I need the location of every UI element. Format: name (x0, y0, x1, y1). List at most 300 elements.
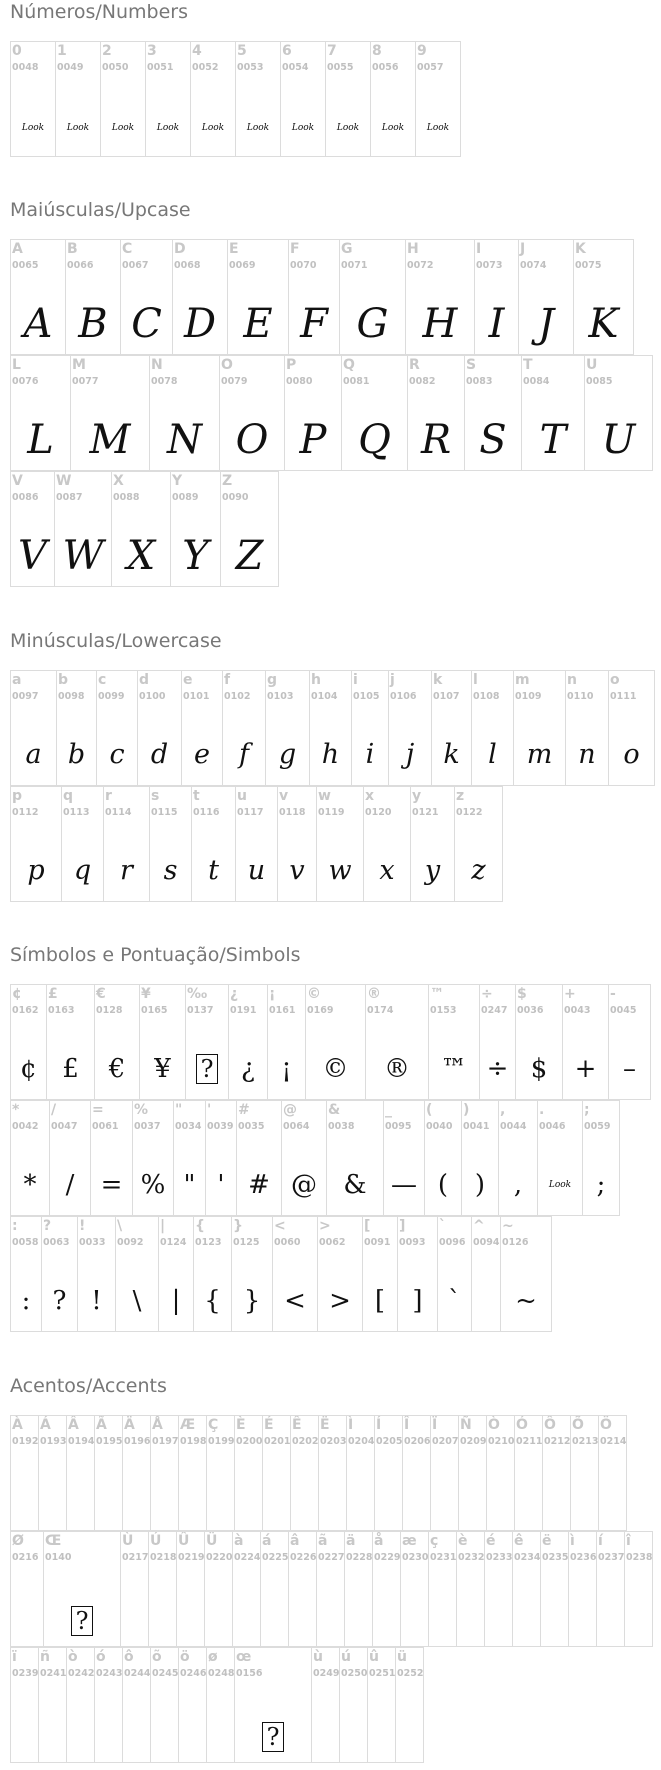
glyph-sample: % (140, 1170, 166, 1200)
glyph-code-label: 0140 (45, 1552, 72, 1563)
glyph-sample: – (623, 1054, 636, 1084)
glyph-cell (402, 1415, 431, 1531)
glyph-sample: d (150, 739, 169, 770)
glyph-code-label: 0207 (432, 1436, 459, 1447)
glyph-sample: | (171, 1286, 181, 1316)
glyph-sample: M (89, 417, 131, 463)
glyph-code-label: 0117 (237, 807, 264, 818)
glyph-code-label: 0096 (439, 1237, 466, 1248)
glyph-sample: X (126, 533, 156, 579)
glyph-code-label: 0194 (68, 1436, 95, 1447)
missing-glyph-box: ? (262, 1722, 285, 1752)
glyph-sample: # (248, 1170, 270, 1200)
glyph-char-label: A (12, 241, 23, 257)
glyph-sample: E (243, 301, 273, 347)
glyph-cell (397, 1216, 438, 1332)
glyph-cell (498, 1100, 538, 1216)
glyph-char-label: Ã (96, 1417, 107, 1433)
glyph-cell (10, 471, 55, 587)
glyph-code-label: 0251 (369, 1668, 396, 1679)
glyph-char-label: 2 (102, 43, 112, 59)
glyph-char-label: Ì (348, 1417, 354, 1433)
glyph-char-label: î (626, 1533, 631, 1549)
glyph-code-label: 0206 (404, 1436, 431, 1447)
glyph-cell (500, 1216, 552, 1332)
glyph-cell (456, 1531, 485, 1647)
glyph-cell (362, 1216, 398, 1332)
glyph-code-label: 0034 (175, 1121, 202, 1132)
glyph-cell (351, 670, 389, 786)
glyph-char-label: ñ (40, 1649, 50, 1665)
glyph-char-label: Ô (544, 1417, 556, 1433)
glyph-cell (122, 1415, 151, 1531)
glyph-code-label: 0231 (430, 1552, 457, 1563)
glyph-cell (458, 1415, 487, 1531)
glyph-code-label: 0197 (152, 1436, 179, 1447)
glyph-code-label: 0204 (348, 1436, 375, 1447)
glyph-code-label: 0101 (183, 691, 210, 702)
glyph-code-label: 0214 (600, 1436, 627, 1447)
glyph-code-label: 0113 (63, 807, 90, 818)
glyph-cell (115, 1216, 159, 1332)
glyph-sample: ¢ (20, 1054, 37, 1084)
glyph-char-label: s (151, 788, 160, 804)
glyph-code-label: 0238 (626, 1552, 653, 1563)
glyph-code-label: 0084 (523, 376, 550, 387)
glyph-char-label: f (224, 672, 231, 688)
glyph-char-label: ) (463, 1102, 470, 1118)
glyph-char-label: L (12, 357, 21, 373)
glyph-cell (94, 1415, 123, 1531)
glyph-code-label: 0071 (341, 260, 368, 271)
glyph-code-label: 0099 (98, 691, 125, 702)
glyph-cell (172, 239, 228, 355)
glyph-code-label: 0105 (353, 691, 380, 702)
glyph-code-label: 0085 (586, 376, 613, 387)
glyph-code-label: 0077 (72, 376, 99, 387)
glyph-cell (170, 471, 221, 587)
glyph-code-label: 0052 (192, 62, 219, 73)
glyph-sample: Y (182, 533, 209, 579)
glyph-sample: y (424, 855, 441, 886)
glyph-cell (374, 1415, 403, 1531)
glyph-cell (405, 239, 475, 355)
glyph-cell (288, 1531, 317, 1647)
glyph-sample: p (27, 855, 45, 886)
glyph-cell (565, 670, 609, 786)
glyph-sample: q (73, 855, 92, 886)
glyph-char-label: 0 (12, 43, 22, 59)
glyph-char-label: ( (426, 1102, 433, 1118)
glyph-cell (234, 1647, 312, 1763)
glyph-cell (222, 670, 266, 786)
glyph-row (10, 1531, 652, 1647)
glyph-cell (206, 1647, 235, 1763)
glyph-cell (38, 1415, 67, 1531)
section-title-symbols: Símbolos e Pontuação/Simbols (10, 944, 301, 966)
glyph-code-label: 0047 (51, 1121, 78, 1132)
glyph-cell (486, 1415, 515, 1531)
glyph-cell (96, 670, 138, 786)
glyph-cell (428, 984, 480, 1100)
glyph-char-label: S (466, 357, 477, 373)
glyph-char-label: Ñ (460, 1417, 472, 1433)
glyph-cell (288, 239, 340, 355)
glyph-row (10, 984, 650, 1100)
glyph-sample: < (284, 1286, 306, 1316)
glyph-sample: R (420, 417, 452, 463)
glyph-sample: m (526, 739, 553, 770)
glyph-cell (149, 786, 192, 902)
glyph-char-label: Ø (12, 1533, 24, 1549)
glyph-cell (372, 1531, 401, 1647)
section-title-lower: Minúsculas/Lowercase (10, 630, 222, 652)
glyph-row (10, 239, 633, 355)
glyph-cell (260, 1531, 289, 1647)
glyph-code-label: 0229 (374, 1552, 401, 1563)
glyph-code-label: 0058 (12, 1237, 39, 1248)
glyph-cell (540, 1531, 569, 1647)
glyph-sample: g (278, 739, 297, 770)
glyph-code-label: 0067 (122, 260, 149, 271)
glyph-sample: Look (21, 123, 45, 133)
glyph-cell (280, 41, 326, 157)
glyph-cell (66, 1415, 95, 1531)
glyph-char-label: i (353, 672, 358, 688)
glyph-cell (149, 355, 220, 471)
glyph-code-label: 0233 (486, 1552, 513, 1563)
glyph-sample: H (422, 301, 458, 347)
glyph-code-label: 0050 (102, 62, 129, 73)
glyph-code-label: 0046 (539, 1121, 566, 1132)
glyph-cell (150, 1647, 179, 1763)
glyph-char-label: ^ (473, 1218, 485, 1234)
glyph-cell (512, 1531, 541, 1647)
glyph-code-label: 0153 (430, 1005, 457, 1016)
glyph-sample: ÷ (486, 1054, 509, 1084)
glyph-char-label: Ù (122, 1533, 134, 1549)
glyph-char-label: ' (207, 1102, 212, 1118)
glyph-cell (573, 239, 634, 355)
glyph-code-label: 0087 (56, 492, 83, 503)
glyph-char-label: < (274, 1218, 286, 1234)
glyph-code-label: 0073 (476, 260, 503, 271)
glyph-cell (65, 239, 121, 355)
glyph-code-label: 0236 (570, 1552, 597, 1563)
glyph-cell (344, 1531, 373, 1647)
glyph-sample: v (289, 855, 305, 886)
glyph-cell (232, 1531, 261, 1647)
glyph-char-label: l (473, 672, 478, 688)
glyph-cell (191, 786, 236, 902)
glyph-code-label: 0239 (12, 1668, 39, 1679)
glyph-cell (410, 786, 455, 902)
glyph-sample: / (65, 1170, 75, 1200)
glyph-char-label: " (175, 1102, 183, 1118)
glyph-code-label: 0053 (237, 62, 264, 73)
glyph-code-label: 0216 (12, 1552, 39, 1563)
glyph-code-label: 0121 (412, 807, 439, 818)
glyph-sample: £ (62, 1054, 79, 1084)
glyph-char-label: c (98, 672, 107, 688)
glyph-code-label: 0048 (12, 62, 39, 73)
glyph-row (10, 1100, 619, 1216)
glyph-sample: Look (111, 123, 135, 133)
glyph-code-label: 0083 (466, 376, 493, 387)
glyph-row (10, 1415, 626, 1531)
glyph-cell (305, 984, 366, 1100)
glyph-code-label: 0219 (178, 1552, 205, 1563)
glyph-sample: o (623, 739, 640, 770)
glyph-cell (193, 1216, 232, 1332)
glyph-cell (235, 786, 278, 902)
glyph-sample: l (488, 739, 497, 770)
glyph-cell (424, 1100, 462, 1216)
glyph-cell (407, 355, 465, 471)
glyph-code-label: 0201 (264, 1436, 291, 1447)
glyph-char-label: | (160, 1218, 166, 1234)
glyph-sample (235, 1712, 311, 1752)
glyph-code-label: 0250 (341, 1668, 368, 1679)
glyph-cell (582, 1100, 620, 1216)
glyph-char-label: Ò (488, 1417, 500, 1433)
glyph-char-label: \ (117, 1218, 123, 1234)
glyph-code-label: 0243 (96, 1668, 123, 1679)
glyph-code-label: 0106 (390, 691, 417, 702)
glyph-char-label: ú (341, 1649, 351, 1665)
missing-glyph-box: ? (196, 1054, 219, 1084)
glyph-sample: K (588, 301, 619, 347)
glyph-cell (55, 41, 101, 157)
glyph-cell (10, 1647, 39, 1763)
glyph-cell (309, 670, 352, 786)
glyph-sample: ¿ (241, 1054, 255, 1084)
glyph-sample: c (109, 739, 125, 770)
glyph-code-label: 0098 (58, 691, 85, 702)
glyph-cell (281, 1100, 327, 1216)
glyph-cell (584, 355, 653, 471)
glyph-char-label: Ó (516, 1417, 528, 1433)
glyph-sample: L (27, 417, 54, 463)
glyph-code-label: 0042 (12, 1121, 39, 1132)
glyph-char-label: Ë (320, 1417, 330, 1433)
glyph-code-label: 0226 (290, 1552, 317, 1563)
glyph-char-label: ì (570, 1533, 575, 1549)
glyph-char-label: Í (376, 1417, 382, 1433)
glyph-char-label: 3 (147, 43, 157, 59)
glyph-code-label: 0043 (564, 1005, 591, 1016)
glyph-cell (346, 1415, 375, 1531)
glyph-char-label: k (433, 672, 443, 688)
glyph-sample: Look (246, 123, 270, 133)
glyph-sample: ® (384, 1054, 410, 1084)
glyph-sample: S (479, 417, 507, 463)
glyph-char-label: d (139, 672, 150, 688)
glyph-char-label: ê (514, 1533, 524, 1549)
glyph-char-label: u (237, 788, 247, 804)
glyph-code-label: 0082 (409, 376, 436, 387)
glyph-cell (56, 670, 97, 786)
glyph-sample: ¥ (154, 1054, 171, 1084)
glyph-char-label: Â (68, 1417, 79, 1433)
glyph-code-label: 0115 (151, 807, 178, 818)
glyph-char-label: @ (283, 1102, 297, 1118)
glyph-sample: k (443, 739, 460, 770)
glyph-sample: J (537, 301, 555, 347)
glyph-code-label: 0193 (40, 1436, 67, 1447)
glyph-cell (431, 670, 472, 786)
glyph-char-label: Q (343, 357, 355, 373)
glyph-cell (173, 1100, 206, 1216)
glyph-char-label: Õ (572, 1417, 584, 1433)
glyph-char-label: œ (236, 1649, 252, 1665)
glyph-char-label: Z (222, 473, 233, 489)
glyph-row (10, 41, 460, 157)
glyph-code-label: 0091 (364, 1237, 391, 1248)
glyph-char-label: Ú (150, 1533, 162, 1549)
glyph-sample: C (131, 301, 162, 347)
glyph-code-label: 0041 (463, 1121, 490, 1132)
glyph-cell (61, 786, 104, 902)
glyph-code-label: 0203 (320, 1436, 347, 1447)
glyph-cell (190, 41, 236, 157)
glyph-char-label: Ç (208, 1417, 219, 1433)
glyph-cell (317, 1216, 363, 1332)
glyph-code-label: 0210 (488, 1436, 515, 1447)
glyph-sample: i (365, 739, 375, 770)
glyph-code-label: 0120 (365, 807, 392, 818)
glyph-code-label: 0097 (12, 691, 39, 702)
missing-glyph-box: ? (71, 1606, 94, 1636)
glyph-sample: ~ (515, 1286, 537, 1316)
glyph-cell (598, 1415, 627, 1531)
glyph-sample: h (321, 739, 340, 770)
glyph-code-label: 0088 (113, 492, 140, 503)
glyph-code-label: 0076 (12, 376, 39, 387)
glyph-char-label: ó (96, 1649, 106, 1665)
glyph-char-label: ü (397, 1649, 407, 1665)
glyph-code-label: 0103 (267, 691, 294, 702)
glyph-code-label: 0217 (122, 1552, 149, 1563)
glyph-char-label: ö (180, 1649, 190, 1665)
glyph-code-label: 0119 (318, 807, 345, 818)
glyph-char-label: á (262, 1533, 272, 1549)
glyph-cell (267, 984, 306, 1100)
glyph-sample: A (23, 301, 53, 347)
glyph-cell (103, 786, 150, 902)
glyph-cell (608, 984, 651, 1100)
glyph-code-label: 0094 (473, 1237, 500, 1248)
glyph-char-label: Ï (432, 1417, 438, 1433)
glyph-code-label: 0191 (230, 1005, 257, 1016)
glyph-cell (236, 1100, 282, 1216)
glyph-sample: I (488, 301, 505, 347)
glyph-char-label: # (238, 1102, 250, 1118)
glyph-code-label: 0211 (516, 1436, 543, 1447)
glyph-cell (521, 355, 585, 471)
glyph-sample: b (67, 739, 86, 770)
glyph-code-label: 0111 (610, 691, 637, 702)
glyph-char-label: $ (517, 986, 527, 1002)
glyph-code-label: 0066 (67, 260, 94, 271)
glyph-sample (186, 1049, 228, 1089)
glyph-code-label: 0247 (481, 1005, 508, 1016)
glyph-char-label: è (458, 1533, 468, 1549)
glyph-code-label: 0037 (134, 1121, 161, 1132)
glyph-char-label: + (564, 986, 576, 1002)
glyph-cell (562, 984, 609, 1100)
glyph-sample (44, 1596, 120, 1636)
glyph-sample: — (391, 1170, 417, 1200)
glyph-char-label: É (264, 1417, 274, 1433)
glyph-char-label: Ê (292, 1417, 302, 1433)
glyph-char-label: , (500, 1102, 506, 1118)
glyph-char-label: ® (367, 986, 381, 1002)
glyph-char-label: t (193, 788, 200, 804)
glyph-sample: ™ (441, 1054, 467, 1084)
glyph-cell (272, 1216, 318, 1332)
glyph-sample: @ (291, 1170, 317, 1200)
glyph-char-label: Û (178, 1533, 190, 1549)
glyph-char-label: Y (172, 473, 183, 489)
glyph-sample: W (62, 533, 104, 579)
glyph-char-label: Ä (124, 1417, 135, 1433)
glyph-sample: ' (217, 1170, 225, 1200)
glyph-char-label: € (96, 986, 106, 1002)
glyph-code-label: 0224 (234, 1552, 261, 1563)
glyph-code-label: 0061 (92, 1121, 119, 1132)
glyph-char-label: : (12, 1218, 18, 1234)
glyph-char-label: 7 (327, 43, 337, 59)
glyph-code-label: 0242 (68, 1668, 95, 1679)
glyph-char-label: & (328, 1102, 341, 1118)
glyph-code-label: 0122 (456, 807, 483, 818)
glyph-code-label: 0212 (544, 1436, 571, 1447)
glyph-row (10, 670, 654, 786)
glyph-cell (10, 984, 47, 1100)
glyph-cell (316, 1531, 345, 1647)
glyph-code-label: 0209 (460, 1436, 487, 1447)
glyph-cell (220, 471, 279, 587)
glyph-sample: Look (201, 123, 225, 133)
glyph-char-label: õ (152, 1649, 162, 1665)
glyph-char-label: P (286, 357, 297, 373)
glyph-sample: ¡ (281, 1054, 292, 1084)
glyph-char-label: o (610, 672, 620, 688)
glyph-cell (70, 355, 150, 471)
glyph-cell (341, 355, 408, 471)
glyph-code-label: 0107 (433, 691, 460, 702)
glyph-char-label: æ (402, 1533, 417, 1549)
glyph-char-label: Å (152, 1417, 163, 1433)
glyph-sample: } (243, 1286, 261, 1316)
glyph-cell (10, 41, 56, 157)
glyph-code-label: 0059 (584, 1121, 611, 1132)
glyph-sample: n (578, 739, 596, 770)
glyph-code-label: 0195 (96, 1436, 123, 1447)
glyph-cell (227, 239, 289, 355)
glyph-char-label: ¥ (141, 986, 151, 1002)
glyph-sample: " (183, 1170, 196, 1200)
glyph-sample: ; (596, 1170, 606, 1200)
glyph-code-label: 0100 (139, 691, 166, 702)
glyph-code-label: 0102 (224, 691, 251, 702)
glyph-cell (430, 1415, 459, 1531)
glyph-cell (100, 41, 146, 157)
glyph-cell (365, 984, 429, 1100)
glyph-code-label: 0200 (236, 1436, 263, 1447)
glyph-cell (568, 1531, 597, 1647)
